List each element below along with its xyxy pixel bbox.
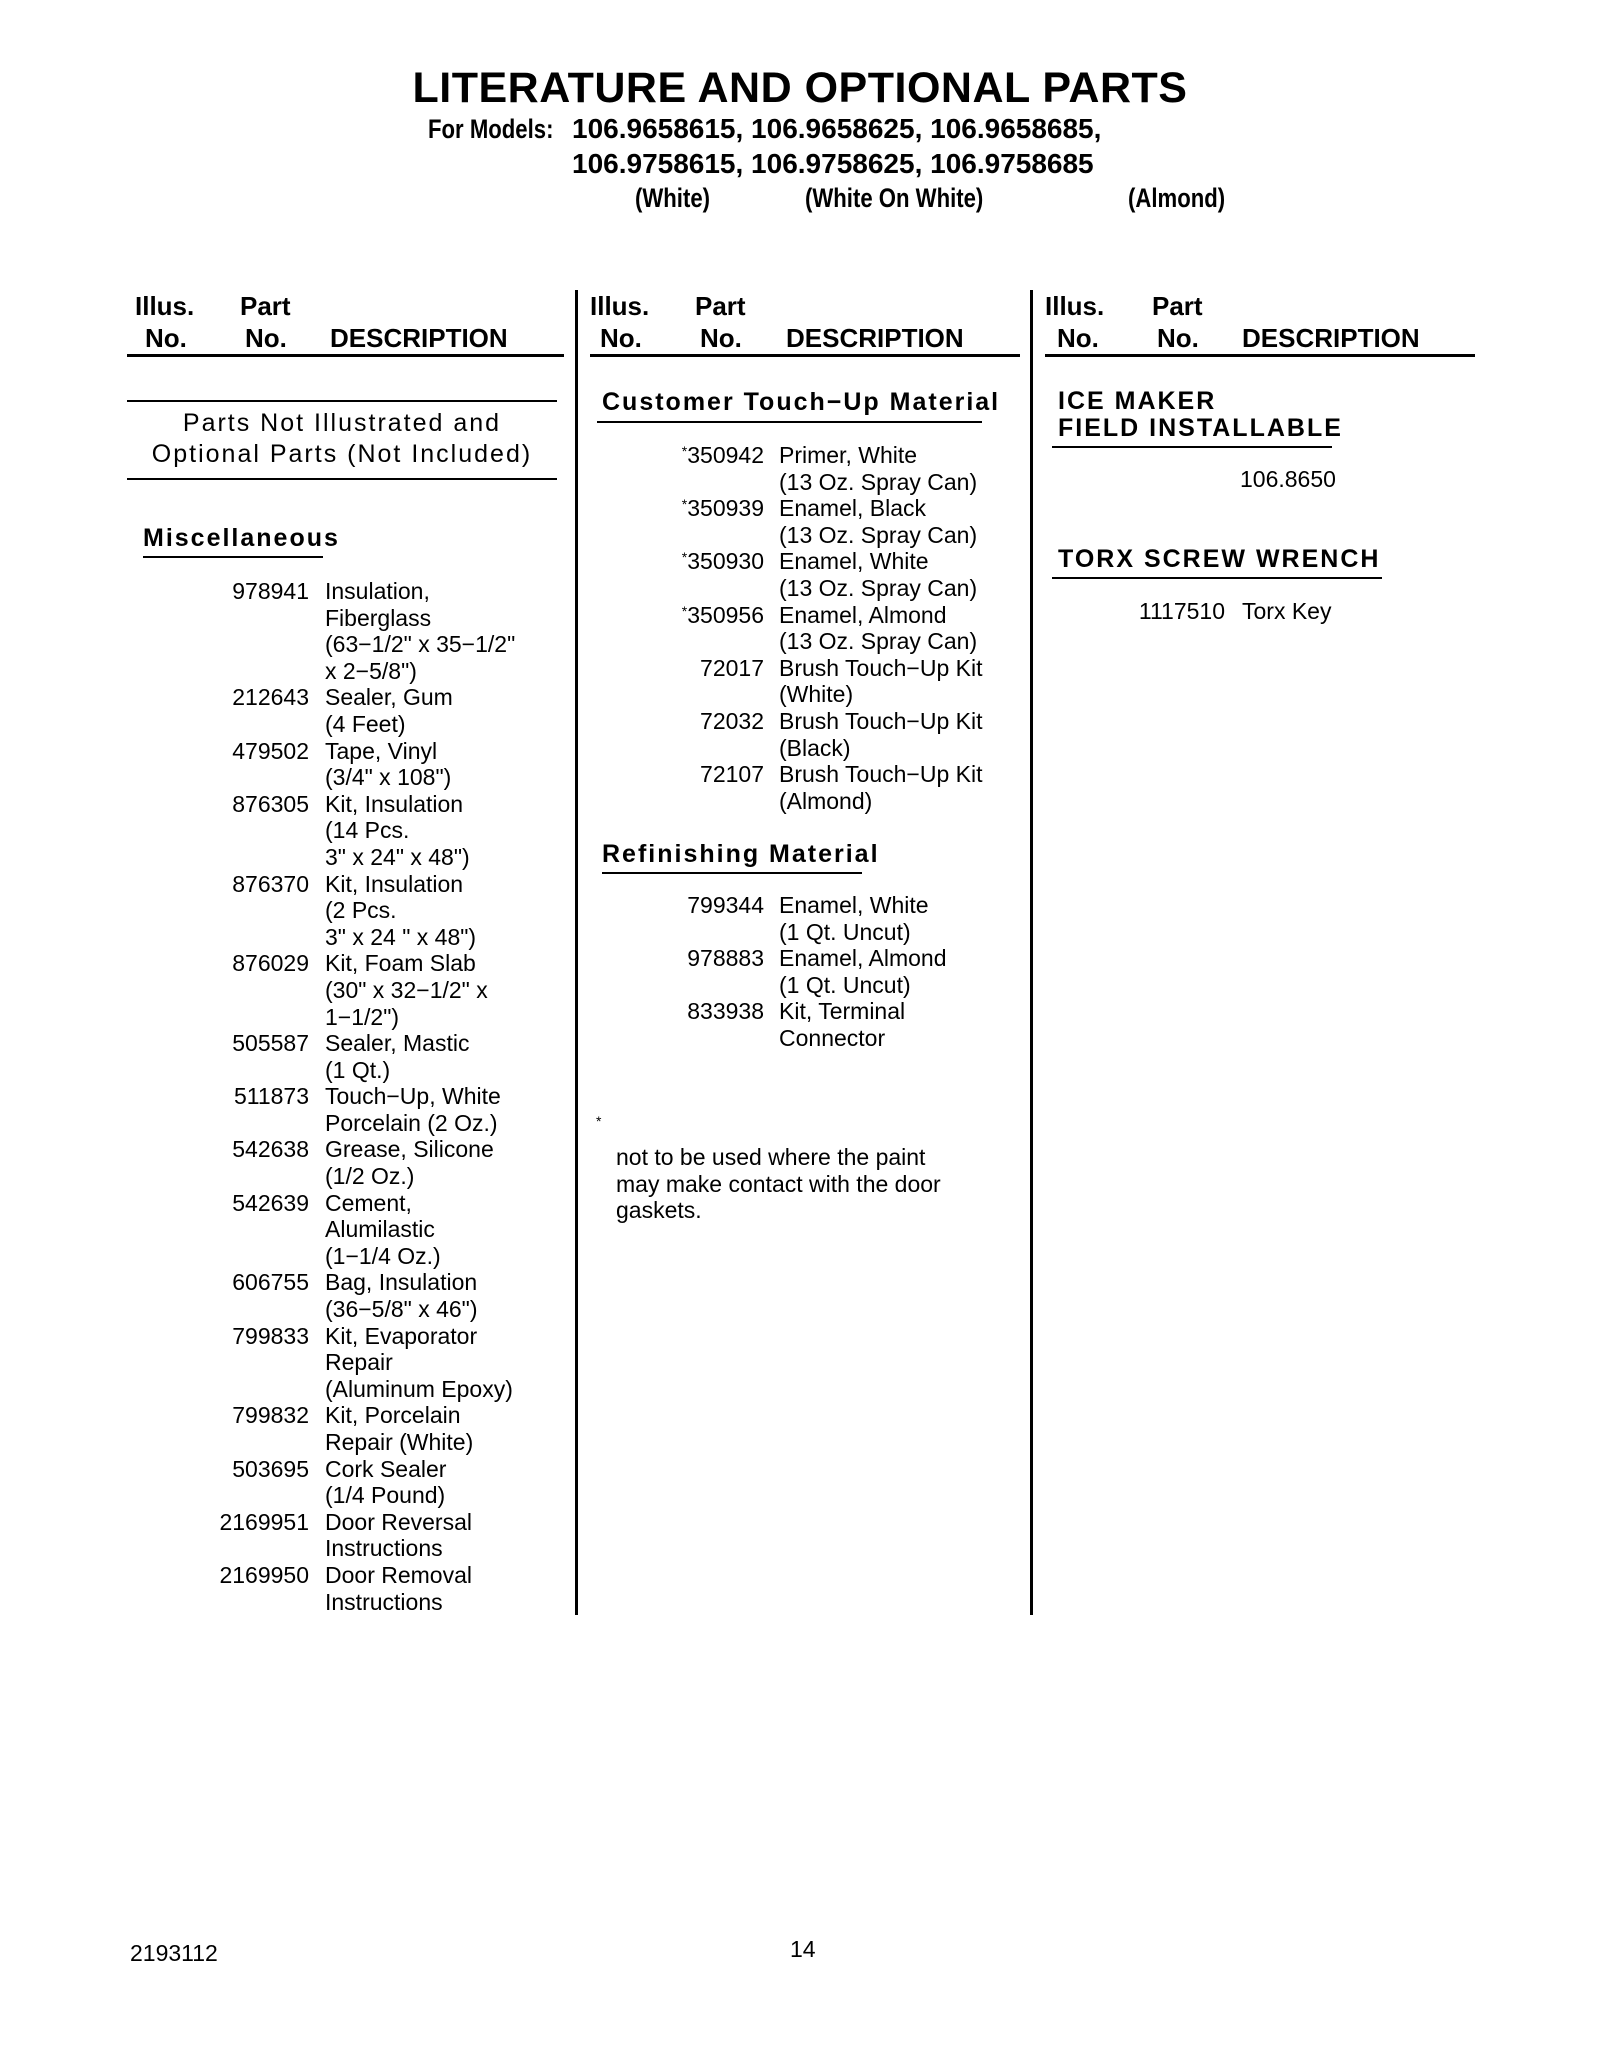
col-header-no: No. <box>1157 323 1199 353</box>
part-description: Enamel, Almond (1 Qt. Uncut) <box>779 945 947 998</box>
part-description: Enamel, Black (13 Oz. Spray Can) <box>779 495 978 548</box>
part-number: 876370 <box>232 870 309 897</box>
col-header-illus: Illus. <box>590 291 650 321</box>
box-rule-bottom <box>127 478 557 480</box>
part-number: 72017 <box>700 654 764 681</box>
part-row <box>640 655 983 708</box>
part-row <box>190 950 515 1030</box>
part-number-cell <box>190 1030 309 1083</box>
part-number-cell <box>640 655 764 708</box>
part-number: 799832 <box>232 1402 309 1429</box>
section-heading-touch-up: Customer Touch−Up Material <box>602 388 1001 416</box>
col-header-no: No. <box>145 323 187 353</box>
part-number-cell <box>640 442 764 495</box>
models-line-2: 106.9758615, 106.9758625, 106.9758685 <box>572 148 1094 179</box>
part-number: 978941 <box>232 578 309 604</box>
part-description: Brush Touch−Up Kit (Black) <box>779 707 983 761</box>
part-number: 1117510 <box>1138 598 1225 624</box>
part-number: 503695 <box>232 1455 309 1482</box>
part-description: Door Removal Instructions <box>325 1561 472 1615</box>
part-number-cell <box>640 945 764 998</box>
section-underline <box>602 872 862 874</box>
not-illustrated-heading-line-2: Optional Parts (Not Included) <box>151 440 533 468</box>
part-row <box>190 1269 515 1322</box>
part-number-cell <box>190 1190 309 1270</box>
part-number-cell <box>190 1456 309 1509</box>
part-number: 212643 <box>232 684 309 711</box>
part-number: 2169951 <box>219 1508 309 1535</box>
part-row <box>640 892 946 945</box>
part-number-cell <box>190 684 309 737</box>
part-description: Primer, White (13 Oz. Spray Can) <box>779 442 978 495</box>
part-description: Sealer, Gum (4 Feet) <box>325 684 453 737</box>
page-number: 14 <box>790 1936 816 1962</box>
part-number-cell <box>190 871 309 951</box>
part-number-cell <box>640 998 764 1051</box>
section-underline <box>597 421 982 423</box>
part-number-cell <box>190 1269 309 1322</box>
part-number: 876305 <box>232 790 309 817</box>
col-header-description: DESCRIPTION <box>786 323 964 353</box>
part-number-cell <box>640 548 764 601</box>
part-number: 833938 <box>687 998 764 1025</box>
part-description: Kit, Foam Slab (30" x 32−1/2" x 1−1/2") <box>325 950 488 1030</box>
part-row <box>640 945 946 998</box>
col-header-part: Part <box>1152 291 1203 321</box>
refinishing-parts-list <box>640 892 946 1052</box>
part-number: 72107 <box>700 761 764 788</box>
part-number-cell <box>190 578 309 684</box>
part-number: 876029 <box>232 950 309 977</box>
part-number-cell <box>640 602 764 655</box>
part-number: 799833 <box>232 1322 309 1349</box>
part-description: Bag, Insulation (36−5/8" x 46") <box>325 1269 478 1323</box>
part-number: 350930 <box>687 548 764 575</box>
part-number: 542639 <box>232 1189 309 1216</box>
part-row <box>190 684 515 737</box>
part-number-cell <box>640 892 764 945</box>
part-number-cell <box>190 1323 309 1403</box>
part-description: Cement, Alumilastic (1−1/4 Oz.) <box>325 1189 441 1269</box>
part-row <box>640 602 983 655</box>
part-row <box>640 708 983 761</box>
ice-maker-part-number: 106.8650 <box>1240 466 1336 492</box>
part-number: 350939 <box>687 495 764 522</box>
part-number-cell <box>190 1509 309 1562</box>
part-description: Brush Touch−Up Kit (White) <box>779 654 983 708</box>
col-header-description: DESCRIPTION <box>1242 323 1420 353</box>
section-underline <box>143 556 323 558</box>
asterisk-mark: * <box>681 602 688 619</box>
color-label-almond: (Almond) <box>1128 183 1226 213</box>
color-label-white-on-white: (White On White) <box>805 183 984 213</box>
part-description: Enamel, White (1 Qt. Uncut) <box>779 892 929 945</box>
part-description: Enamel, Almond (13 Oz. Spray Can) <box>779 601 978 655</box>
part-number: 350942 <box>687 442 764 468</box>
not-illustrated-heading-line-1: Parts Not Illustrated and <box>182 409 502 437</box>
part-row <box>190 1456 515 1509</box>
part-number-cell <box>190 738 309 791</box>
section-heading-refinishing: Refinishing Material <box>602 840 880 868</box>
footnote-text: not to be used where the paint may make contact with the door gaskets. <box>616 1144 941 1224</box>
part-row <box>190 1030 515 1083</box>
col-header-illus: Illus. <box>135 291 195 321</box>
header-rule <box>1045 354 1475 357</box>
col-header-no: No. <box>1057 323 1099 353</box>
part-description: Kit, Insulation (2 Pcs. 3" x 24 " x 48") <box>325 870 477 950</box>
part-row <box>190 1323 515 1403</box>
page-title: LITERATURE AND OPTIONAL PARTS <box>412 64 1188 112</box>
asterisk-mark: * <box>681 443 688 459</box>
header-rule <box>590 354 1020 357</box>
part-number: 2169950 <box>219 1561 309 1588</box>
col-header-no: No. <box>245 323 287 353</box>
touch-up-parts-list <box>640 442 983 814</box>
part-row <box>190 738 515 791</box>
col-header-description: DESCRIPTION <box>330 323 508 353</box>
part-description: Enamel, White (13 Oz. Spray Can) <box>779 548 978 601</box>
part-description: Torx Key <box>1242 598 1332 624</box>
col-header-no: No. <box>600 323 642 353</box>
part-row <box>190 1136 515 1189</box>
col-header-part: Part <box>695 291 746 321</box>
part-row <box>190 791 515 871</box>
asterisk-mark: * <box>681 496 688 513</box>
torx-part-row <box>1110 598 1331 625</box>
part-number: 505587 <box>232 1030 309 1057</box>
part-description: Cork Sealer (1/4 Pound) <box>325 1455 447 1509</box>
part-number: 542638 <box>232 1136 309 1163</box>
part-row <box>190 1190 515 1270</box>
column-divider <box>1030 290 1033 1615</box>
footnote-asterisk: * <box>596 1113 602 1129</box>
part-row <box>190 1402 515 1455</box>
part-description: Kit, Insulation (14 Pcs. 3" x 24" x 48") <box>325 790 470 870</box>
part-number-cell <box>640 495 764 548</box>
part-number: 978883 <box>687 945 764 972</box>
part-row <box>640 548 983 601</box>
section-underline <box>1052 577 1382 579</box>
document-number: 2193112 <box>130 1940 218 1966</box>
part-row <box>640 495 983 548</box>
asterisk-mark: * <box>681 549 688 566</box>
color-label-white: (White) <box>635 183 711 213</box>
part-description: Brush Touch−Up Kit (Almond) <box>779 761 983 814</box>
part-number: 350956 <box>687 601 764 628</box>
part-description: Door Reversal Instructions <box>325 1508 472 1562</box>
part-number-cell <box>190 1083 309 1136</box>
part-description: Insulation, Fiberglass (63−1/2" x 35−1/2" x 2−5/8") <box>325 578 516 684</box>
section-heading-torx: TORX SCREW WRENCH <box>1058 545 1381 573</box>
col-header-no: No. <box>700 323 742 353</box>
part-number-cell <box>190 950 309 1030</box>
section-underline <box>1052 446 1332 448</box>
miscellaneous-parts-list <box>190 578 515 1615</box>
col-header-illus: Illus. <box>1045 291 1105 321</box>
part-row <box>640 998 946 1051</box>
section-heading-ice-maker: ICE MAKER <box>1058 387 1217 415</box>
part-row <box>190 578 515 684</box>
part-description: Grease, Silicone (1/2 Oz.) <box>325 1136 494 1190</box>
part-row <box>190 871 515 951</box>
part-description: Touch−Up, White Porcelain (2 Oz.) <box>325 1083 501 1136</box>
part-row <box>190 1509 515 1562</box>
part-row <box>190 1083 515 1136</box>
part-description: Kit, Evaporator Repair (Aluminum Epoxy) <box>325 1322 513 1402</box>
part-number: 511873 <box>233 1083 309 1110</box>
box-rule-top <box>127 400 557 402</box>
part-number-cell <box>190 1136 309 1189</box>
header-rule <box>127 354 564 357</box>
part-number-cell <box>190 1402 309 1455</box>
part-number: 606755 <box>232 1269 309 1296</box>
part-number: 479502 <box>232 737 309 764</box>
section-heading-field-installable: FIELD INSTALLABLE <box>1058 414 1343 442</box>
part-description: Kit, Porcelain Repair (White) <box>325 1402 474 1455</box>
part-description: Sealer, Mastic (1 Qt.) <box>325 1030 470 1083</box>
models-label: For Models: <box>428 114 554 144</box>
part-description: Kit, Terminal Connector <box>779 998 906 1051</box>
part-number: 799344 <box>687 892 764 918</box>
part-row <box>190 1562 515 1615</box>
part-number-cell <box>640 708 764 761</box>
models-line-1: 106.9658615, 106.9658625, 106.9658685, <box>572 113 1102 144</box>
part-number-cell <box>640 761 764 814</box>
part-number: 72032 <box>700 707 764 734</box>
part-number-cell <box>190 791 309 871</box>
col-header-part: Part <box>240 291 291 321</box>
part-description: Tape, Vinyl (3/4" x 108") <box>325 737 452 791</box>
part-row <box>640 761 983 814</box>
part-number-cell <box>190 1562 309 1615</box>
section-heading-miscellaneous: Miscellaneous <box>143 524 340 552</box>
column-divider <box>575 290 578 1615</box>
part-row <box>640 442 983 495</box>
